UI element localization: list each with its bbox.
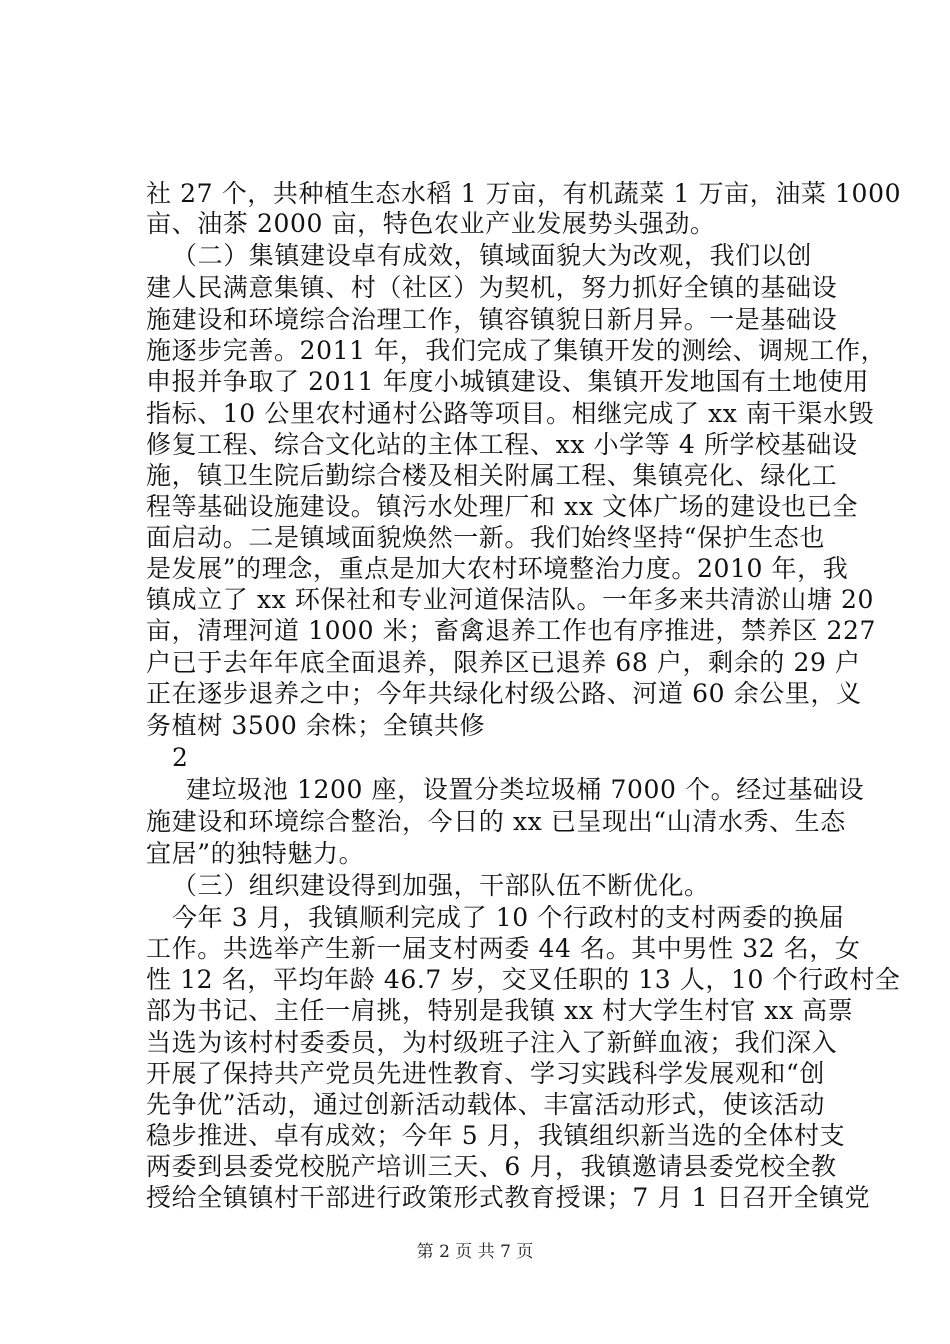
body-text-line: 建垃圾池 1200 座，设置分类垃圾桶 7000 个。经过基础设 [186,775,865,804]
body-text-line: 两委到县委党校脱产培训三天、6 月，我镇邀请县委党校全教 [146,1152,837,1181]
body-text-line: 亩，清理河道 1000 米；畜禽退养工作也有序推进，禁养区 227 [146,616,876,645]
body-text-line: 施，镇卫生院后勤综合楼及相关附属工程、集镇亮化、绿化工 [146,461,838,490]
body-text-line: 申报并争取了 2011 年度小城镇建设、集镇开发地国有土地使用 [146,367,870,396]
body-text-line: 施建设和环境综合整治，今日的 xx 已呈现出“山清水秀、生态 [146,807,846,836]
body-text-line: 指标、10 公里农村通村公路等项目。相继完成了 xx 南干渠水毁 [146,399,875,428]
section-heading-line: （二）集镇建设卓有成效，镇域面貌大为改观，我们以创 [172,241,813,270]
body-text-line: 亩、油茶 2000 亩，特色农业产业发展势头强劲。 [146,209,716,238]
body-text-line: 性 12 名，平均年龄 46.7 岁，交叉任职的 13 人，10 个行政村全 [146,965,901,994]
body-text-line: 开展了保持共产党员先进性教育、学习实践科学发展观和“创 [146,1059,825,1088]
body-text-line: 稳步推进、卓有成效；今年 5 月，我镇组织新当选的全体村支 [146,1121,846,1150]
body-text-line: 工作。共选举产生新一届支村两委 44 名。其中男性 32 名，女 [146,934,861,963]
body-text-line: 施建设和环境综合治理工作，镇容镇貌日新月异。一是基础设 [146,305,838,334]
body-text-line: 当选为该村村委委员，为村级班子注入了新鲜血液；我们深入 [146,1028,838,1057]
body-text-line: 镇成立了 xx 环保社和专业河道保洁队。一年多来共清淤山塘 20 [146,585,875,614]
body-text-line: 社 27 个，共种植生态水稻 1 万亩，有机蔬菜 1 万亩，油菜 1000 [146,179,902,208]
body-text-line: 施逐步完善。2011 年，我们完成了集镇开发的测绘、调规工作， [146,336,887,365]
body-text-line: 户已于去年年底全面退养，限养区已退养 68 户，剩余的 29 户 [146,648,861,677]
body-text-line: 今年 3 月，我镇顺利完成了 10 个行政村的支村两委的换届 [172,903,845,932]
body-text-line: 正在逐步退养之中；今年共绿化村级公路、河道 60 余公里，义 [146,679,862,708]
body-text-line: 程等基础设施建设。镇污水处理厂和 xx 文体广场的建设也已全 [146,492,859,521]
body-text-line: 务植树 3500 余株；全镇共修 [146,711,486,740]
body-text-line: 授给全镇镇村干部进行政策形式教育授课；7 月 1 日召开全镇党 [146,1183,871,1212]
body-text-line: 先争优”活动，通过创新活动载体、丰富活动形式，使该活动 [146,1090,825,1119]
body-text-line: 部为书记、主任一肩挑，特别是我镇 xx 村大学生村官 xx 高票 [146,996,854,1025]
body-text-line: 是发展”的理念，重点是加大农村环境整治力度。2010 年，我 [146,554,849,583]
page-footer: 第 2 页 共 7 页 [416,1242,534,1262]
body-text-line: 面启动。二是镇域面貌焕然一新。我们始终坚持“保护生态也 [146,523,825,552]
page-break-number: 2 [172,743,189,772]
body-text-line: 建人民满意集镇、村（社区）为契机，努力抓好全镇的基础设 [146,273,838,302]
body-text-line: 宜居”的独特魅力。 [146,839,365,868]
body-text-line: 修复工程、综合文化站的主体工程、xx 小学等 4 所学校基础设 [146,430,858,459]
section-heading-line: （三）组织建设得到加强，干部队伍不断优化。 [172,871,710,900]
